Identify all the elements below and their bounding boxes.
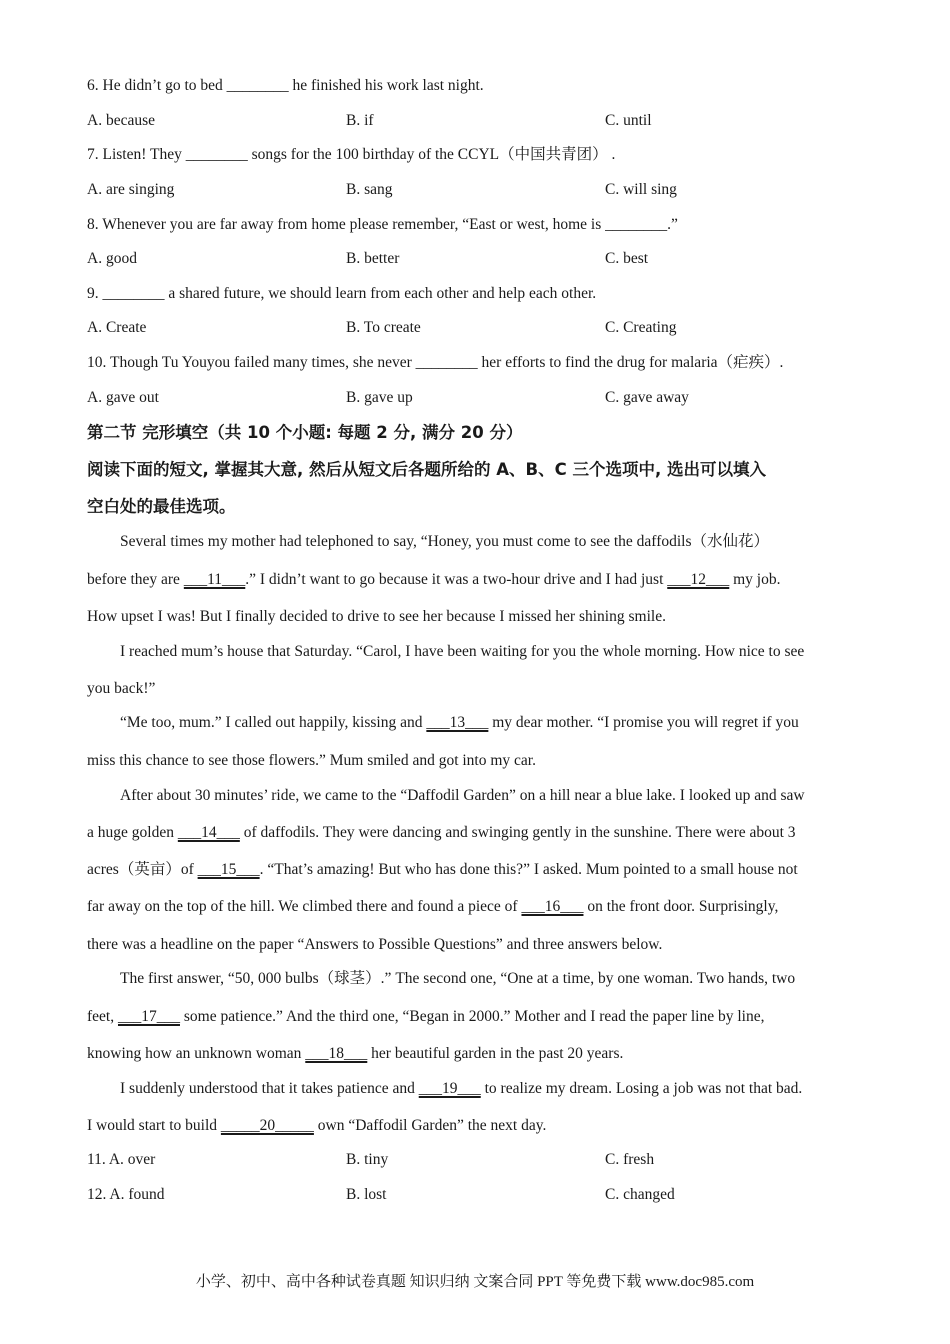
question-9-stem: 9. ________ a shared future, we should learn from each other and help each other. [87, 285, 597, 302]
question-7-stem: 7. Listen! They ________ songs for the 100 birthday of the CCYL（中国共青团） . [87, 146, 616, 163]
question-10-option-c: C. gave away [605, 389, 689, 406]
passage-line: a huge golden ___14___ of daffodils. They were dancing and swinging gently in the sunshine. There were about 3 [87, 824, 796, 841]
passage-line: acres（英亩）of ___15___. “That’s amazing! But who has done this?” I asked. Mum pointed to a small house not [87, 861, 798, 878]
passage-line: you back!” [87, 680, 156, 697]
blank-19: ___19___ [418, 1080, 481, 1097]
passage-line: feet, ___17___ some patience.” And the third one, “Began in 2000.” Mother and I read the paper line by line, [87, 1008, 765, 1025]
question-8-option-c: C. best [605, 250, 649, 267]
blank-13: ___13___ [426, 714, 489, 731]
question-10-stem: 10. Though Tu Youyou failed many times, she never ________ her efforts to find the drug for malaria（疟疾）. [87, 354, 784, 371]
blank-17: ___17___ [117, 1008, 180, 1025]
blank-15: ___15___ [197, 861, 260, 878]
question-10-option-b: B. gave up [346, 389, 413, 406]
question-6-stem: 6. He didn’t go to bed ________ he finished his work last night. [87, 77, 484, 94]
blank-20: _____20_____ [220, 1117, 314, 1134]
section-instruction: 阅读下面的短文, 掌握其大意, 然后从短文后各题所给的 A、B、C 三个选项中, 选出可以填入 [87, 460, 766, 479]
passage-line: How upset I was! But I finally decided to drive to see her because I missed her shining smile. [87, 608, 666, 625]
question-6-option-a: A. because [87, 112, 155, 129]
question-6-option-c: C. until [605, 112, 652, 129]
passage-line: “Me too, mum.” I called out happily, kissing and ___13___ my dear mother. “I promise you will regret if you [120, 714, 799, 731]
passage-line: The first answer, “50, 000 bulbs（球茎）.” The second one, “One at a time, by one woman. Two hands, two [120, 970, 796, 987]
passage-line: there was a headline on the paper “Answers to Possible Questions” and three answers below. [87, 936, 663, 953]
question-7-option-b: B. sang [346, 181, 393, 198]
question-8-option-b: B. better [346, 250, 400, 267]
blank-14: ___14___ [177, 824, 240, 841]
passage-line: far away on the top of the hill. We climbed there and found a piece of ___16___ on the front door. Surprisingly, [87, 898, 779, 915]
question-11-option-c: C. fresh [605, 1151, 655, 1168]
question-10-option-a: A. gave out [87, 389, 159, 406]
section-instruction-cont: 空白处的最佳选项。 [87, 497, 236, 516]
blank-12: ___12___ [667, 571, 730, 588]
page-footer: 小学、初中、高中各种试卷真题 知识归纳 文案合同 PPT 等免费下载 www.doc985.com [195, 1274, 755, 1290]
question-12-option-b: B. lost [346, 1186, 387, 1203]
question-12-option-c: C. changed [605, 1186, 675, 1203]
passage-line: I suddenly understood that it takes patience and ___19___ to realize my dream. Losing a job was not that bad. [120, 1080, 803, 1097]
question-11-option-a: 11. A. over [87, 1151, 156, 1168]
question-9-option-b: B. To create [346, 319, 421, 336]
blank-16: ___16___ [521, 898, 584, 915]
passage-line: before they are ___11___.” I didn’t want to go because it was a two-hour drive and I had just ___12___ my job. [87, 571, 781, 588]
passage-line: I reached mum’s house that Saturday. “Carol, I have been waiting for you the whole morning. How nice to see [120, 643, 805, 660]
passage-line: After about 30 minutes’ ride, we came to the “Daffodil Garden” on a hill near a blue lake. I looked up and saw [120, 787, 805, 804]
passage-line: knowing how an unknown woman ___18___ her beautiful garden in the past 20 years. [87, 1045, 624, 1062]
question-8-option-a: A. good [87, 250, 137, 267]
question-11-option-b: B. tiny [346, 1151, 389, 1168]
question-8-stem: 8. Whenever you are far away from home please remember, “East or west, home is ________.” [87, 216, 678, 233]
passage-line: I would start to build _____20_____ own “Daffodil Garden” the next day. [87, 1117, 547, 1134]
question-9-option-a: A. Create [87, 319, 147, 336]
question-12-option-a: 12. A. found [87, 1186, 165, 1203]
section-title: 第二节 完形填空（共 10 个小题: 每题 2 分, 满分 20 分） [87, 423, 523, 442]
question-6-option-b: B. if [346, 112, 374, 129]
question-9-option-c: C. Creating [605, 319, 677, 336]
passage-line: miss this chance to see those flowers.” Mum smiled and got into my car. [87, 752, 536, 769]
blank-18: ___18___ [305, 1045, 368, 1062]
question-7-option-c: C. will sing [605, 181, 677, 198]
question-7-option-a: A. are singing [87, 181, 175, 198]
blank-11: ___11___ [183, 571, 246, 588]
passage-line: Several times my mother had telephoned to say, “Honey, you must come to see the daffodils（水仙花） [120, 533, 769, 550]
